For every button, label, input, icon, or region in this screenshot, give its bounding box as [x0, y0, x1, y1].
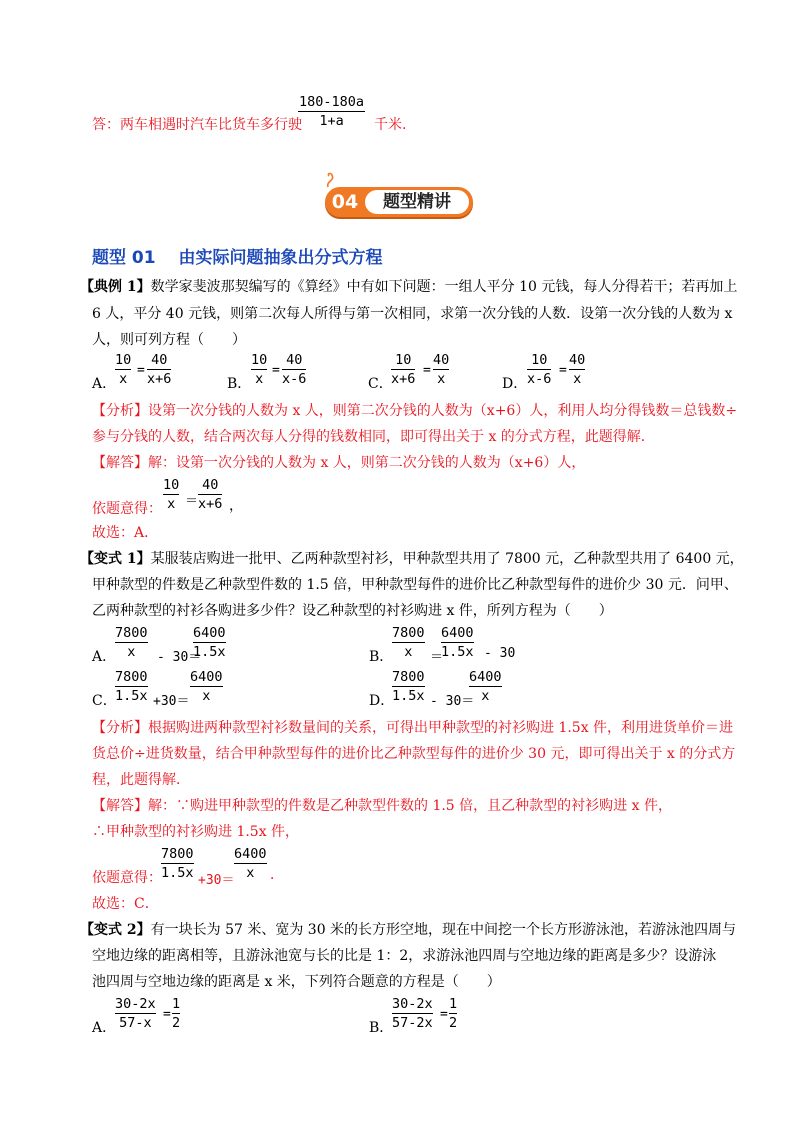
v2-option-a-label: A． [92, 1020, 117, 1036]
v1-option-a-left-fraction: 7800 x [115, 625, 148, 660]
variant1-line3: 乙两种款型的衬衫各购进多少件？设乙种款型的衬衫购进 x 件，所列方程为（ ） [92, 603, 613, 619]
variant1-analysis-2: 货总价÷进货数量，结合甲种款型每件的进价比乙种款型每件的进价少 30 元，即可得出关于 x 的分式方 [92, 746, 736, 762]
v2-option-b-label: B． [369, 1020, 394, 1036]
option-d-left-fraction: 10 x-6 [527, 352, 552, 387]
answer-text: 答：两车相遇时汽车比货车多行驶 [92, 117, 302, 133]
v1-option-b-right-fraction: 6400 1.5x [441, 625, 474, 660]
v2-option-b-right-fraction: 1 2 [449, 996, 458, 1031]
section-badge [325, 179, 475, 223]
option-c-left-fraction: 10 x+6 [391, 352, 416, 387]
variant2-line1: 【变式 2】有一块长为 57 米、宽为 30 米的长方形空地，现在中间挖一个长方形游泳池，若游泳池四周与 [80, 922, 737, 938]
variant2-line2: 空地边缘的距离相等，且游泳池宽与长的比是 1：2，求游泳池四周与空地边缘的距离是多少？设游泳 [92, 948, 717, 964]
variant1-solution-1: 【解答】解：∵购进甲种款型的件数是乙种款型件数的 1.5 倍，且乙种款型的衬衫购进 x 件， [92, 798, 672, 814]
example1-eq-prefix: 依题意得： [92, 501, 162, 517]
v1-option-c-right-fraction: 6400 x [190, 669, 223, 704]
badge-number: 04 [331, 191, 359, 213]
example1-eq-left-fraction: 10 x [163, 477, 180, 512]
answer-suffix: 千米. [374, 117, 407, 133]
option-b-label: B． [227, 376, 252, 392]
option-a-left-fraction: 10 x [115, 352, 132, 387]
variant2-line3: 池四周与空地边缘的距离是 x 米，下列符合题意的方程是（ ） [92, 974, 501, 990]
answer-fraction: 180-180a 1+a [299, 94, 365, 129]
option-c-label: C． [368, 376, 393, 392]
option-a-label: A． [92, 376, 117, 392]
v1-option-d-label: D． [369, 693, 395, 709]
v1-option-c-label: C． [92, 693, 117, 709]
v1-option-b-label: B． [369, 649, 394, 665]
example1-analysis-1: 【分析】设第一次分钱的人数为 x 人，则第二次分钱的人数为（x+6）人，利用人均分得钱数＝总钱数÷ [92, 403, 738, 419]
v1-option-a-right-fraction: 6400 1.5x [193, 625, 226, 660]
v2-option-b-left-fraction: 30-2x 57-2x [392, 996, 433, 1031]
example1-line3: 人，则可列方程（ ） [92, 332, 246, 348]
variant1-choice: 故选：C． [92, 896, 159, 912]
variant1-analysis-1: 【分析】根据购进两种款型衬衫数量间的关系，可得出甲种款型的衬衫购进 1.5x 件，利用进货单价＝进 [92, 720, 734, 736]
v1-option-d-left-fraction: 7800 1.5x [392, 669, 425, 704]
variant1-eq-prefix: 依题意得： [92, 870, 162, 886]
v2-option-a-left-fraction: 30-2x 57-x [115, 996, 156, 1031]
example1-line1: 【典例 1】数学家斐波那契编写的《算经》中有如下问题：一组人平分 10 元钱，每人分得若干；若再加上 [80, 279, 738, 295]
option-b-left-fraction: 10 x [251, 352, 268, 387]
v1-option-a-label: A． [92, 649, 117, 665]
v2-option-a-right-fraction: 1 2 [172, 996, 181, 1031]
option-d-right-fraction: 40 x [569, 352, 586, 387]
v1-option-b-left-fraction: 7800 x [392, 625, 425, 660]
v1-option-d-right-fraction: 6400 x [469, 669, 502, 704]
option-c-right-fraction: 40 x [433, 352, 450, 387]
option-b-right-fraction: 40 x-6 [282, 352, 307, 387]
badge-label: 题型精讲 [365, 190, 469, 214]
variant1-analysis-3: 程，此题得解． [92, 772, 190, 788]
variant1-solution-2: ∴甲种款型的衬衫购进 1.5x 件， [92, 824, 300, 840]
variant1-line2: 甲种款型的件数是乙种款型件数的 1.5 倍，甲种款型每件的进价比乙种款型每件的进价少 30 元．问甲、 [92, 577, 738, 593]
variant1-eq-right-fraction: 6400 x [234, 846, 267, 881]
v1-option-c-left-fraction: 7800 1.5x [115, 669, 148, 704]
option-d-label: D． [502, 376, 528, 392]
section-title: 题型 01 由实际问题抽象出分式方程 [92, 248, 383, 268]
example1-analysis-2: 参与分钱的人数，结合两次每人分得的钱数相同，即可得出关于 x 的分式方程，此题得解． [92, 429, 655, 445]
variant1-eq-left-fraction: 7800 1.5x [161, 846, 194, 881]
example1-choice: 故选：A． [92, 525, 159, 541]
option-a-right-fraction: 40 x+6 [147, 352, 172, 387]
variant1-line1: 【变式 1】某服装店购进一批甲、乙两种款型衬衫，甲种款型共用了 7800 元，乙种款型共用了 6400 元， [80, 551, 744, 567]
example1-line2: 6 人，平分 40 元钱，则第二次每人所得与第一次相同，求第一次分钱的人数．设第一次分钱的人数为 x [92, 306, 733, 322]
example1-eq-right-fraction: 40 x+6 [198, 477, 223, 512]
example1-solution-1: 【解答】解：设第一次分钱的人数为 x 人，则第二次分钱的人数为（x+6）人， [92, 455, 586, 471]
